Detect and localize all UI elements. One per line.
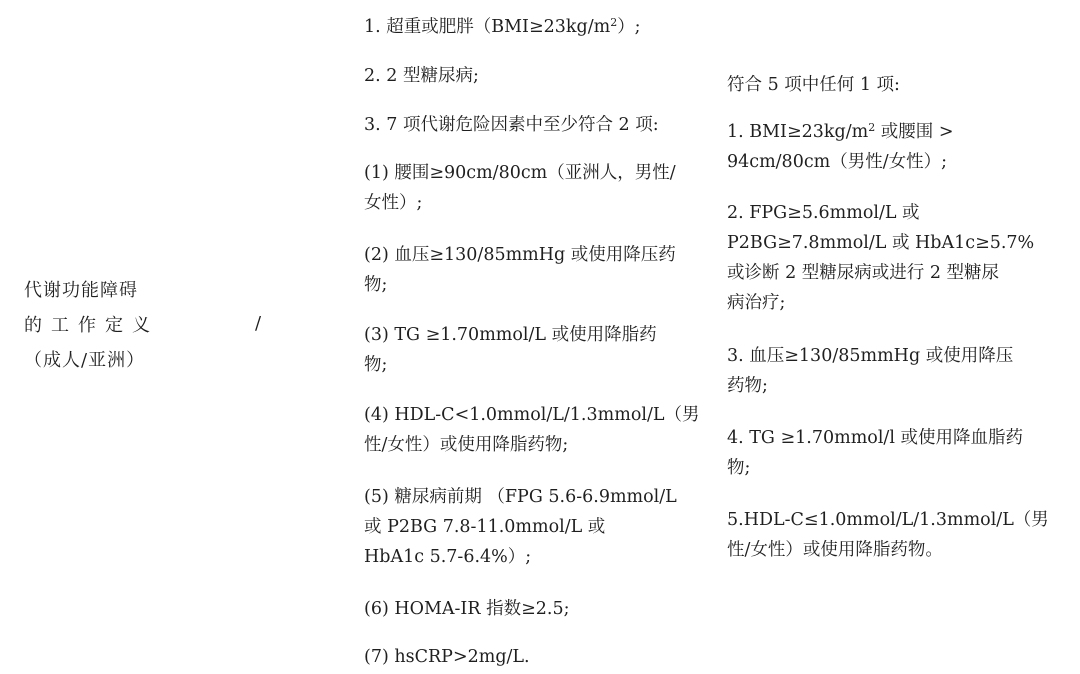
criterion-2-text: 2. 2 型糖尿病; xyxy=(364,66,479,86)
sub-criterion-6 xyxy=(364,594,569,624)
sub-criterion-1-line-2: 女性）; xyxy=(364,193,423,213)
any-criterion-4 xyxy=(727,423,1023,483)
criterion-1-text: 1. 超重或肥胖（BMI≥23kg/m xyxy=(364,17,611,37)
any-criterion-2-line-1: 2. FPG≥5.6mmol/L 或 xyxy=(727,203,920,223)
criterion-3 xyxy=(364,110,659,140)
sub-criterion-2-line-2: 物; xyxy=(364,275,388,295)
any-criterion-2-line-3: 或诊断 2 型糖尿病或进行 2 型糖尿 xyxy=(727,263,1000,283)
sub-criterion-2 xyxy=(364,240,676,300)
sub-criterion-3-line-1: (3) TG ≥1.70mmol/L 或使用降脂药 xyxy=(364,325,657,345)
sub-criterion-2-line-1: (2) 血压≥130/85mmHg 或使用降压药 xyxy=(364,245,676,265)
any-criterion-3 xyxy=(727,341,1013,401)
sub-criterion-3-line-2: 物; xyxy=(364,355,388,375)
criterion-1-end: ）; xyxy=(617,17,641,37)
sub-criterion-4 xyxy=(364,400,699,460)
sub-criterion-6-text: (6) HOMA-IR 指数≥2.5; xyxy=(364,599,570,619)
sub-criterion-5-line-1: (5) 糖尿病前期 （FPG 5.6-6.9mmol/L xyxy=(364,487,677,507)
any-criterion-1-text: 1. BMI≥23kg/m xyxy=(727,122,869,142)
column-2-value: / xyxy=(255,313,262,334)
any-criterion-4-line-2: 物; xyxy=(727,458,751,478)
criterion-2 xyxy=(364,61,479,91)
any-criterion-2 xyxy=(727,198,1034,318)
sub-criterion-1 xyxy=(364,158,676,218)
criterion-1 xyxy=(364,12,641,42)
sub-criterion-4-line-2: 性/女性）或使用降脂药物; xyxy=(364,435,569,455)
row-label-line-2: 的工作定义 xyxy=(24,315,159,336)
any-criterion-3-line-2: 药物; xyxy=(727,376,768,396)
criterion-3-text: 3. 7 项代谢危险因素中至少符合 2 项: xyxy=(364,115,659,135)
any-criterion-4-line-1: 4. TG ≥1.70mmol/l 或使用降血脂药 xyxy=(727,428,1023,448)
sub-criterion-5-line-2: 或 P2BG 7.8-11.0mmol/L 或 xyxy=(364,517,606,537)
row-label-line-1: 代谢功能障碍 xyxy=(24,280,138,301)
any-criterion-1 xyxy=(727,117,953,177)
any-criterion-3-line-1: 3. 血压≥130/85mmHg 或使用降压 xyxy=(727,346,1014,366)
row-label xyxy=(24,273,184,378)
any-criterion-1-line-2: 94cm/80cm（男性/女性）; xyxy=(727,152,948,172)
superscript: 2 xyxy=(610,16,618,29)
sub-criterion-4-line-1: (4) HDL-C<1.0mmol/L/1.3mmol/L（男 xyxy=(364,405,700,425)
column-4-heading xyxy=(727,70,900,100)
any-criterion-2-line-2: P2BG≥7.8mmol/L 或 HbA1c≥5.7% xyxy=(727,233,1035,253)
row-label-line-3: （成人/亚洲） xyxy=(24,350,146,371)
superscript: 2 xyxy=(868,121,876,134)
sub-criterion-1-line-1: (1) 腰围≥90cm/80cm（亚洲人，男性/ xyxy=(364,163,676,183)
any-criterion-2-line-4: 病治疗; xyxy=(727,293,786,313)
any-criterion-1-cont: 或腰围 > xyxy=(875,122,954,142)
sub-criterion-7-text: (7) hsCRP>2mg/L. xyxy=(364,647,530,667)
any-criterion-5-line-2: 性/女性）或使用降脂药物。 xyxy=(727,540,943,560)
sub-criterion-3 xyxy=(364,320,657,380)
column-4-heading-text: 符合 5 项中任何 1 项: xyxy=(727,75,900,95)
any-criterion-5-line-1: 5.HDL-C≤1.0mmol/L/1.3mmol/L（男 xyxy=(727,510,1049,530)
sub-criterion-5 xyxy=(364,482,677,572)
sub-criterion-7 xyxy=(364,642,530,672)
any-criterion-5 xyxy=(727,505,1049,565)
sub-criterion-5-line-3: HbA1c 5.7-6.4%）; xyxy=(364,547,532,567)
